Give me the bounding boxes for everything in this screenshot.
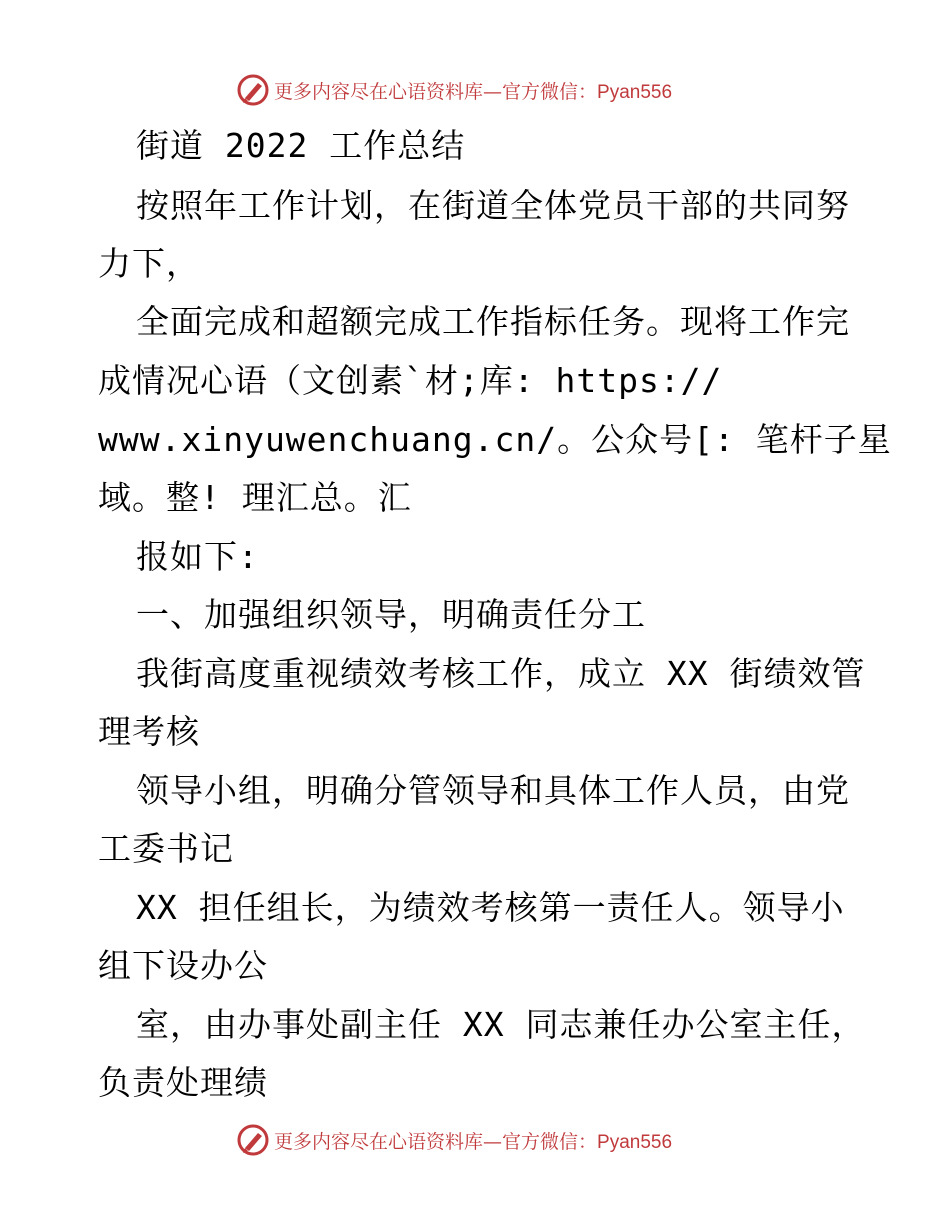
paragraph-line: 全面完成和超额完成工作指标任务。现将工作完 (136, 302, 850, 341)
watermark-banner-top (236, 72, 672, 108)
document-title: 街道 2022 工作总结 (136, 126, 466, 165)
paragraph-line: 领导小组，明确分管领导和具体工作人员，由党 (136, 771, 850, 810)
paragraph-line: XX 担任组长，为绩效考核第一责任人。领导小 (136, 888, 845, 927)
pen-logo-icon (236, 1123, 270, 1157)
watermark-id: Pyan556 (597, 81, 673, 103)
watermark-text: 更多内容尽在心语资料库—官方微信： (274, 80, 598, 103)
paragraph-line: 成情况心语（文创素`材;库: https:// (98, 361, 723, 400)
paragraph-line: 工委书记 (98, 829, 234, 868)
paragraph-line: 报如下: (136, 537, 259, 576)
paragraph-line: 理考核 (98, 712, 200, 751)
section-heading: 一、加强组织领导，明确责任分工 (136, 595, 646, 634)
watermark-banner-bottom (236, 1122, 672, 1158)
paragraph-line: 负责处理绩 (98, 1063, 268, 1102)
paragraph-line: www.xinyuwenchuang.cn/。公众号[: 笔杆子星 (98, 420, 892, 459)
pen-logo-icon (236, 73, 270, 107)
paragraph-line: 力下， (98, 244, 200, 283)
paragraph-line: 按照年工作计划，在街道全体党员干部的共同努 (136, 186, 850, 225)
paragraph-line: 组下设办公 (98, 946, 268, 985)
paragraph-line: 我街高度重视绩效考核工作，成立 XX 街绩效管 (136, 654, 866, 693)
paragraph-line: 域。整! 理汇总。汇 (98, 478, 412, 517)
paragraph-line: 室，由办事处副主任 XX 同志兼任办公室主任， (136, 1005, 866, 1044)
watermark-id: Pyan556 (597, 1131, 673, 1153)
watermark-text: 更多内容尽在心语资料库—官方微信： (274, 1130, 598, 1153)
